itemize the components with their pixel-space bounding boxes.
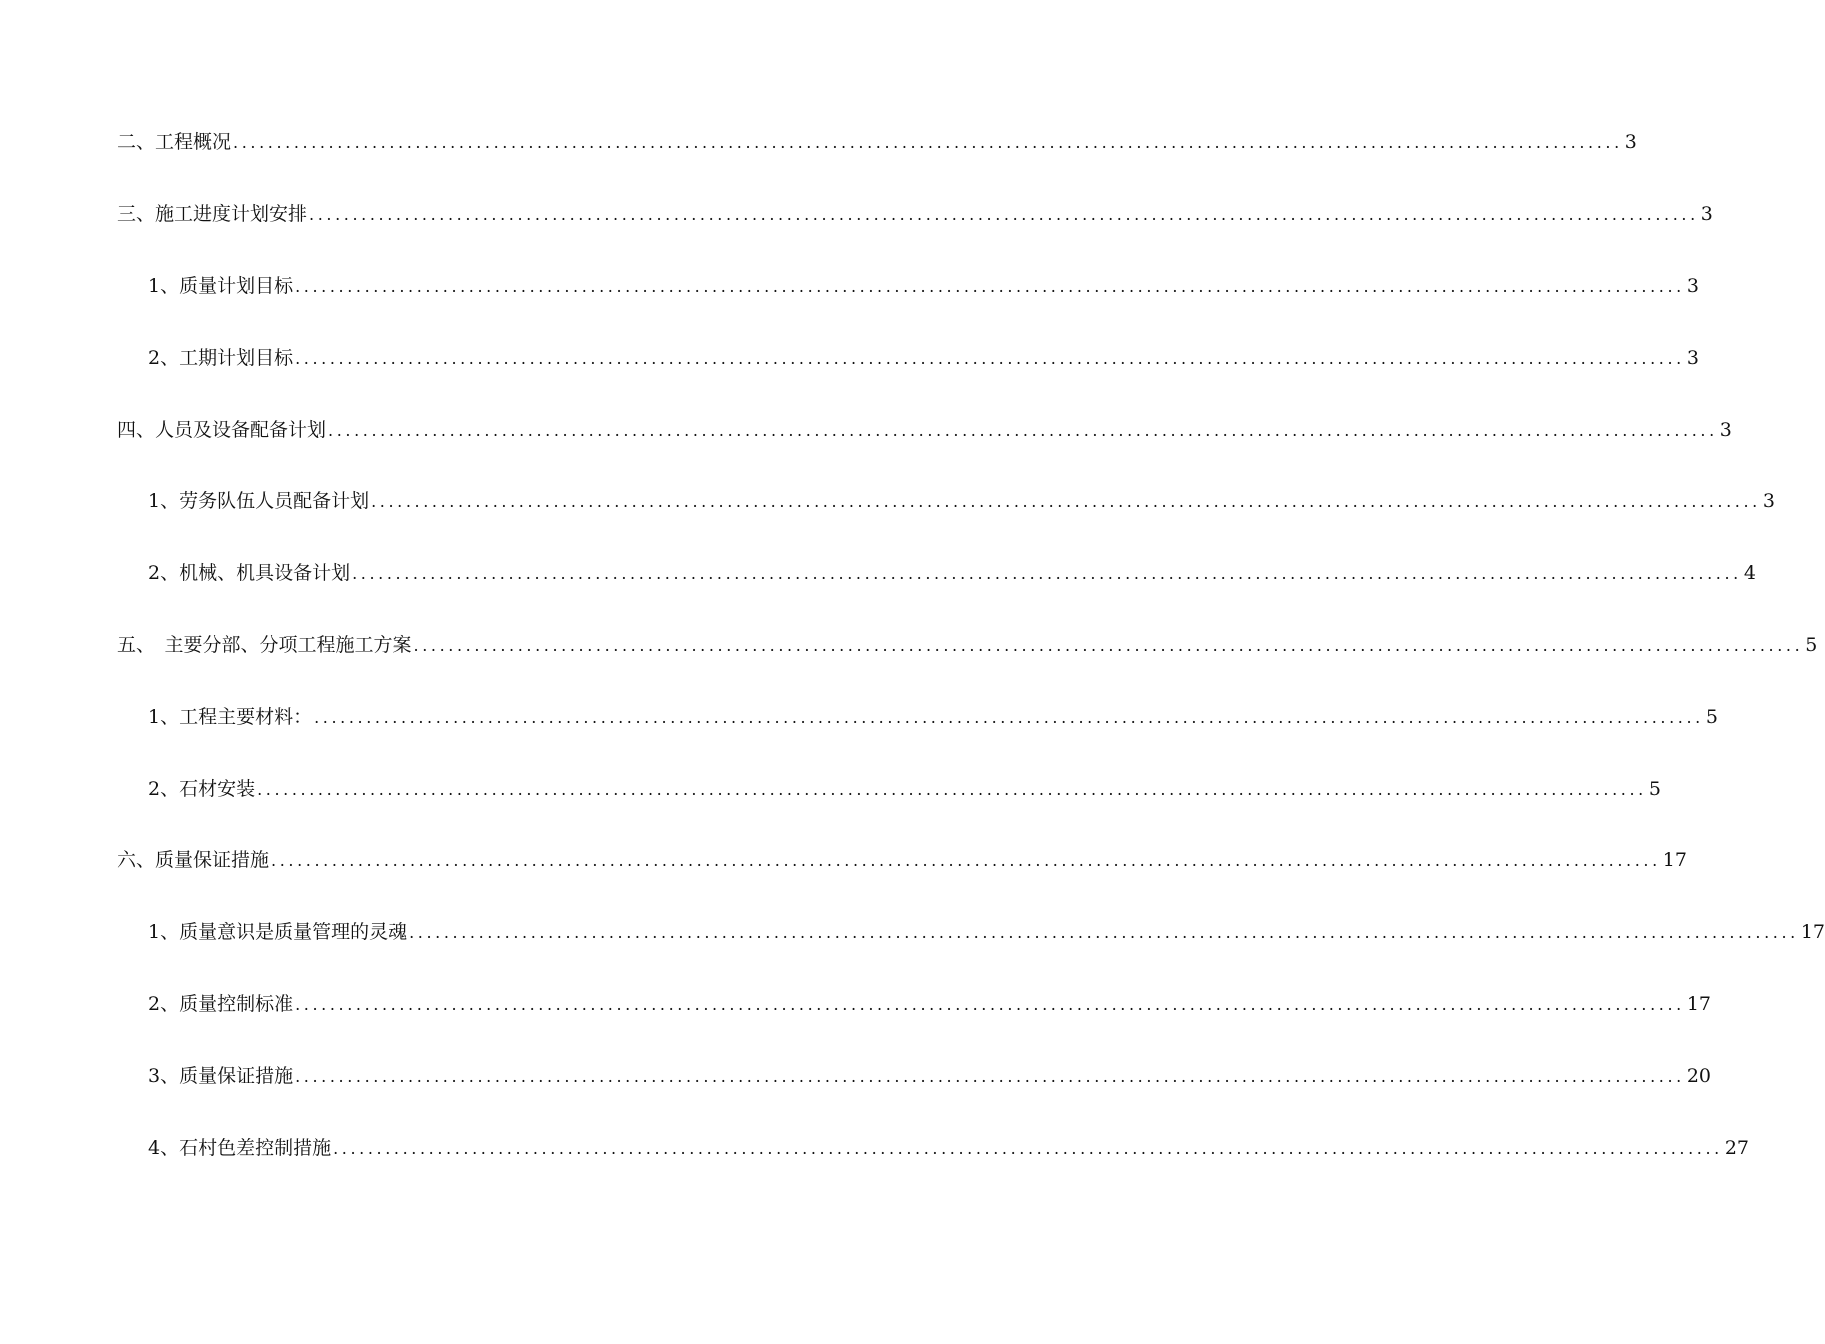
dot-leader: ................................................................................................................................................................ <box>257 780 1647 799</box>
toc-entry[interactable] <box>117 127 1637 157</box>
dot-leader: ................................................................................................................................................................ <box>295 277 1685 296</box>
dot-leader: ................................................................................................................................................................ <box>233 133 1623 152</box>
toc-entry[interactable] <box>148 558 1756 588</box>
toc-entry-label: 2、石材安装 <box>148 778 256 800</box>
toc-entry-label: 1、劳务队伍人员配备计划 <box>148 490 370 512</box>
toc-entry[interactable] <box>117 845 1687 875</box>
toc-entry-page: 3 <box>1686 275 1699 297</box>
dot-leader: ................................................................................................................................................................ <box>328 421 1718 440</box>
toc-entry-label: 2、工期计划目标 <box>148 347 294 369</box>
toc-entry[interactable] <box>148 917 1825 947</box>
toc-entry-label: 2、机械、机具设备计划 <box>148 562 351 584</box>
dot-leader: ................................................................................................................................................................ <box>295 1067 1685 1086</box>
toc-entry[interactable] <box>117 630 1818 660</box>
toc-entry[interactable] <box>148 343 1699 373</box>
dot-leader: ................................................................................................................................................................ <box>352 564 1742 583</box>
toc-entry-page: 3 <box>1624 131 1637 153</box>
toc-entry-page: 27 <box>1724 1137 1750 1159</box>
toc-entry-label: 六、质量保证措施 <box>117 849 270 871</box>
dot-leader: ................................................................................................................................................................ <box>371 492 1761 511</box>
dot-leader: ................................................................................................................................................................ <box>413 636 1804 655</box>
dot-leader: ................................................................................................................................................................ <box>295 349 1685 368</box>
toc-entry-page: 5 <box>1805 634 1818 656</box>
dot-leader: ................................................................................................................................................................ <box>409 923 1799 942</box>
dot-leader: ................................................................................................................................................................ <box>271 851 1661 870</box>
toc-entry-page: 17 <box>1686 993 1712 1015</box>
toc-entry-label: 三、施工进度计划安排 <box>117 203 308 225</box>
toc-entry[interactable] <box>148 1133 1750 1163</box>
toc-entry[interactable] <box>148 989 1712 1019</box>
toc-entry-page: 3 <box>1686 347 1699 369</box>
toc-entry-label: 1、工程主要材料： <box>148 706 313 728</box>
toc-entry[interactable] <box>148 774 1661 804</box>
toc-entry[interactable] <box>117 415 1732 445</box>
toc-entry-label: 二、工程概况 <box>117 131 232 153</box>
dot-leader: ................................................................................................................................................................ <box>309 205 1699 224</box>
toc-entry[interactable] <box>148 1061 1712 1091</box>
toc-entry-page: 4 <box>1743 562 1756 584</box>
toc-entry-label: 1、质量计划目标 <box>148 275 294 297</box>
toc-entry-page: 3 <box>1719 419 1732 441</box>
toc-entry[interactable] <box>148 271 1699 301</box>
toc-entry-page: 3 <box>1700 203 1713 225</box>
toc-entry-page: 5 <box>1648 778 1661 800</box>
toc-entry-label: 五、 主要分部、分项工程施工方案 <box>117 634 412 656</box>
toc-entry-page: 17 <box>1662 849 1687 871</box>
toc-entry-page: 20 <box>1686 1065 1712 1087</box>
toc-entry-label: 1、质量意识是质量管理的灵魂 <box>148 921 408 943</box>
toc-entry[interactable] <box>117 199 1713 229</box>
dot-leader: ................................................................................................................................................................ <box>295 995 1685 1014</box>
toc-entry-label: 3、质量保证措施 <box>148 1065 294 1087</box>
dot-leader: ................................................................................................................................................................ <box>314 708 1704 727</box>
toc-entry-label: 四、人员及设备配备计划 <box>117 419 327 441</box>
toc-entry-label: 2、质量控制标准 <box>148 993 294 1015</box>
toc-entry[interactable] <box>148 702 1718 732</box>
toc-entry-page: 17 <box>1800 921 1825 943</box>
toc-entry[interactable] <box>148 486 1775 516</box>
toc-entry-page: 3 <box>1762 490 1775 512</box>
toc-entry-page: 5 <box>1705 706 1718 728</box>
toc-entry-label: 4、石村色差控制措施 <box>148 1137 332 1159</box>
dot-leader: ................................................................................................................................................................ <box>333 1139 1723 1158</box>
